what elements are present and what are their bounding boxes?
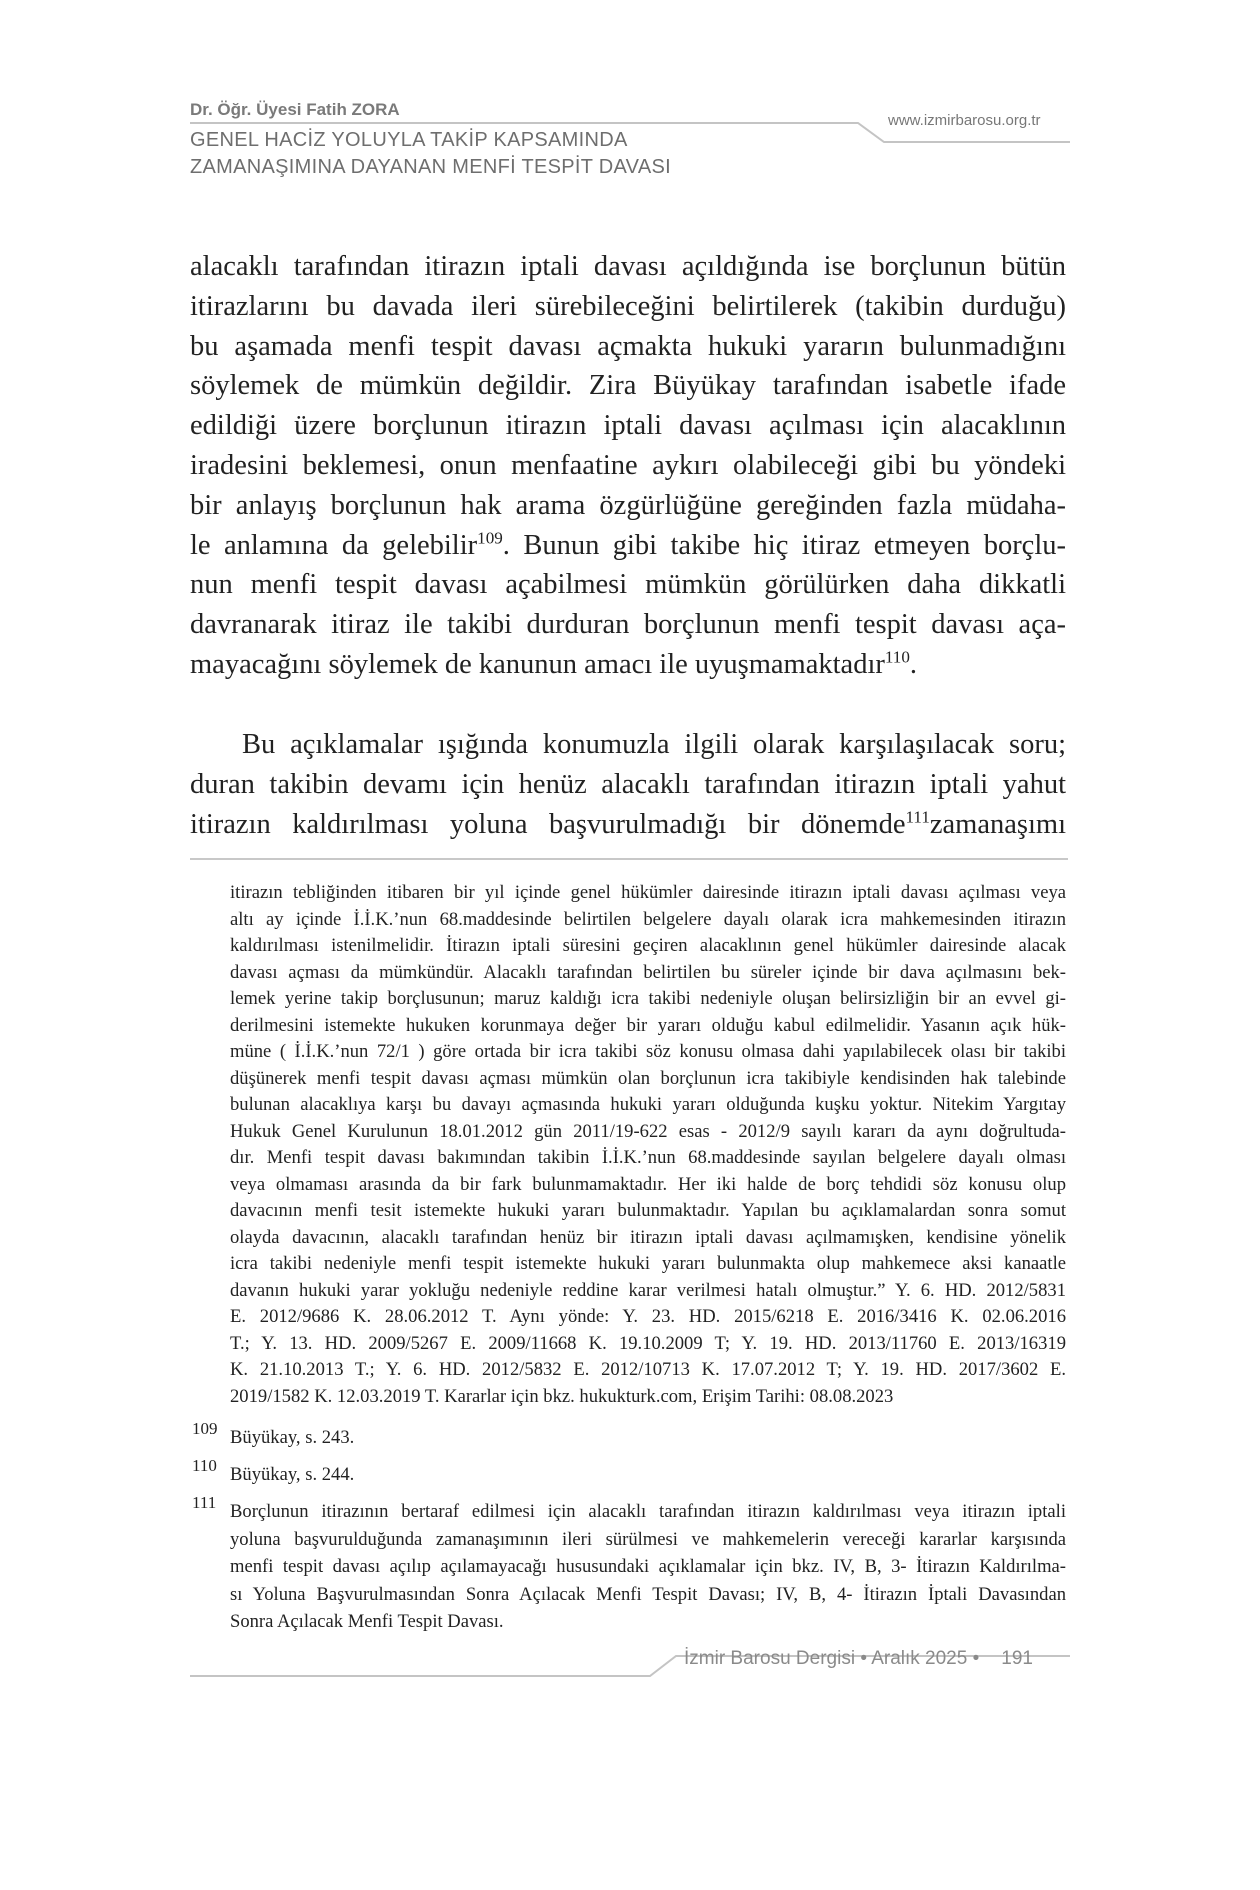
text-line: veya olmaması arasında da bir fark bulunmamaktadır. Her iki halde de borç tehdidi söz konusu olup [230, 1173, 1066, 1195]
text-line: Borçlunun itirazının bertaraf edilmesi için alacaklı tarafından itirazın kaldırılması veya itirazın iptali [230, 1501, 1066, 1522]
text-line: bu aşamada menfi tespit davası açmakta hukuki yararın bulunmadığını [190, 330, 1066, 362]
text-segment: . [909, 648, 917, 680]
text-line: söylemek de mümkün değildir. Zira Büyükay tarafından isabetle ifade [190, 370, 1066, 402]
footnote-ref[interactable]: 110 [884, 647, 910, 667]
text-line: Büyükay, s. 243. [230, 1427, 355, 1448]
article-title [190, 127, 671, 181]
text-line: dır. Menfi tespit davası bakımından takibin İ.İ.K.’nun 68.maddesinde sayılan belgelere dayalı olması [230, 1147, 1066, 1168]
page-number: 191 [1001, 1648, 1033, 1669]
text-line: lemek yerine takip borçlusunun; maruz kaldığı icra takibi nedeniyle oluşan belirsizliğin bir an evvel gi- [230, 988, 1066, 1009]
footnote-109 [230, 1424, 1066, 1452]
text-line: bulunan alacaklıya karşı bu davayı açmasında hukuki yararı olduğunda kuşku yoktur. Nitekim Yargıtay [230, 1094, 1066, 1115]
footnote-separator [190, 858, 1068, 860]
text-segment: zamanaşımı [929, 808, 1066, 840]
body-paragraph-1 [190, 247, 1066, 685]
article-title-line: GENEL HACİZ YOLUYLA TAKİP KAPSAMINDA [190, 129, 628, 151]
text-line: Büyükay, s. 244. [230, 1464, 355, 1485]
text-line: menfi tespit davası açılıp açılamayacağı hususundaki açıklamalar için bkz. IV, B, 3- İtirazın Kaldırılma- [230, 1556, 1066, 1577]
text-line: kaldırılması istenilmelidir. İtirazın iptali süresini geçiren alacaklının genel hükümler dairesinde alacak [230, 935, 1066, 956]
text-line: düşünerek menfi tespit davası açması mümkün olan borçlunun icra takibiyle kendisinden hak talebinde [230, 1067, 1066, 1089]
text-line: duran takibin devamı için henüz alacaklı tarafından itirazın iptali yahut [190, 768, 1066, 800]
footnote-number: 111 [192, 1493, 217, 1512]
footnote-ref[interactable]: 109 [477, 528, 503, 548]
author-name: Dr. Öğr. Üyesi Fatih ZORA [190, 100, 400, 119]
text-segment: le anlamına da gelebilir [190, 529, 478, 561]
text-line: iradesini beklemesi, onun menfaatine aykırı olabileceği gibi bu yöndeki [190, 449, 1066, 481]
text-segment: mayacağını söylemek de kanunun amacı ile uyuşmamaktadır [190, 648, 885, 680]
footnote-ref[interactable]: 111 [905, 807, 930, 827]
text-line: itirazın tebliğinden itibaren bir yıl içinde genel hükümler dairesinde itirazın iptali davası açılması veya [230, 882, 1066, 903]
text-line: 2019/1582 K. 12.03.2019 T. Kararlar için bkz. hukukturk.com, Erişim Tarihi: 08.08.2023 [230, 1385, 894, 1407]
text-line: davanın hukuki yarar yokluğu nedeniyle reddine karar verilmesi hatalı olmuştur.” Y. 6. HD. 2012/5831 [230, 1279, 1066, 1301]
text-line: yoluna başvurulduğunda zamanaşımının ileri sürülmesi ve mahkemelerin vereceği kararlar karşısında [230, 1528, 1066, 1550]
footnote-110 [230, 1461, 1066, 1489]
body-paragraph-2 [190, 725, 1066, 844]
text-line: Sonra Açılacak Menfi Tespit Davası. [230, 1611, 504, 1632]
footnote-continued [230, 880, 1066, 1410]
text-line: E. 2012/9686 K. 28.06.2012 T. Aynı yönde: Y. 23. HD. 2015/6218 E. 2016/3416 K. 02.06.2016 [230, 1306, 1066, 1327]
text-line: olayda davacının, alacaklı tarafından henüz bir itirazın iptali davası açılmamışken, kendisine yönelik [230, 1226, 1066, 1248]
text-line: icra takibi nedeniyle menfi tespit istemekte hukuki yararı bulunmakta olup mahkemece aksi kanaatle [230, 1253, 1066, 1274]
website-link[interactable]: www.izmirbarosu.org.tr [888, 112, 1041, 129]
text-line: nun menfi tespit davası açabilmesi mümkün görülürken daha dikkatli [190, 569, 1066, 601]
footnote-number: 110 [192, 1456, 217, 1475]
text-line: sı Yoluna Başvurulmasından Sonra Açılacak Menfi Tespit Davası; IV, B, 4- İtirazın İptali Davasından [230, 1583, 1066, 1605]
text-line: altı ay içinde İ.İ.K.’nun 68.maddesinde belirtilen belgelere dayalı olarak icra mahkemesinden itirazın [230, 908, 1066, 930]
text-line: edildiği üzere borçlunun itirazın iptali davası açılması için alacaklının [190, 410, 1066, 442]
text-segment: . Bunun gibi takibe hiç itiraz etmeyen borçlu- [502, 529, 1066, 561]
text-line: davranarak itiraz ile takibi durduran borçlunun menfi tespit davası aça- [190, 609, 1066, 641]
text-line: derilmesini istemekte hukuken korunmaya değer bir yararı olduğu kabul edilmelidir. Yasanın açık hük- [230, 1014, 1066, 1036]
text-line: davası açması da mümkündür. Alacaklı tarafından belirtilen bu süreler içinde bir dava açılmasını bek- [230, 961, 1066, 983]
text-line: itirazlarını bu davada ileri sürebileceğini belirtilerek (takibin durduğu) [190, 290, 1066, 322]
footnote-number: 109 [192, 1419, 218, 1438]
journal-name: İzmir Barosu Dergisi • Aralık 2025 • [684, 1648, 980, 1669]
text-line: davacının menfi tesit istemekte hukuki yararı bulunmaktadır. Yapılan bu açıklamalardan sonra somut [230, 1200, 1066, 1221]
page-footer [684, 1648, 1033, 1670]
text-line: bir anlayış borçlunun hak arama özgürlüğüne gereğinden fazla müdaha- [190, 489, 1066, 521]
text-line: müne ( İ.İ.K.’nun 72/1 ) göre ortada bir icra takibi söz konusu olmasa dahi yapılabilecek olası bir takibi [230, 1041, 1066, 1062]
text-line: Hukuk Genel Kurulunun 18.01.2012 gün 2011/19-622 esas - 2012/9 sayılı kararı da aynı doğrultuda- [230, 1120, 1066, 1142]
text-line: T.; Y. 13. HD. 2009/5267 E. 2009/11668 K. 19.10.2009 T; Y. 19. HD. 2013/11760 E. 2013/16319 [230, 1332, 1066, 1354]
text-line: Bu açıklamalar ışığında konumuzla ilgili olarak karşılaşılacak soru; [242, 729, 1066, 760]
text-line: alacaklı tarafından itirazın iptali davası açıldığında ise borçlunun bütün [190, 251, 1066, 282]
text-line: K. 21.10.2013 T.; Y. 6. HD. 2012/5832 E. 2012/10713 K. 17.07.2012 T; Y. 19. HD. 2017/3602 E. [230, 1359, 1066, 1380]
text-line [190, 645, 1066, 685]
text-line [190, 805, 1066, 845]
text-line [190, 526, 1066, 566]
text-segment: itirazın kaldırılması yoluna başvurulmadığı bir dönemde [190, 808, 906, 840]
article-title-line: ZAMANAŞIMINA DAYANAN MENFİ TESPİT DAVASI [190, 156, 671, 178]
